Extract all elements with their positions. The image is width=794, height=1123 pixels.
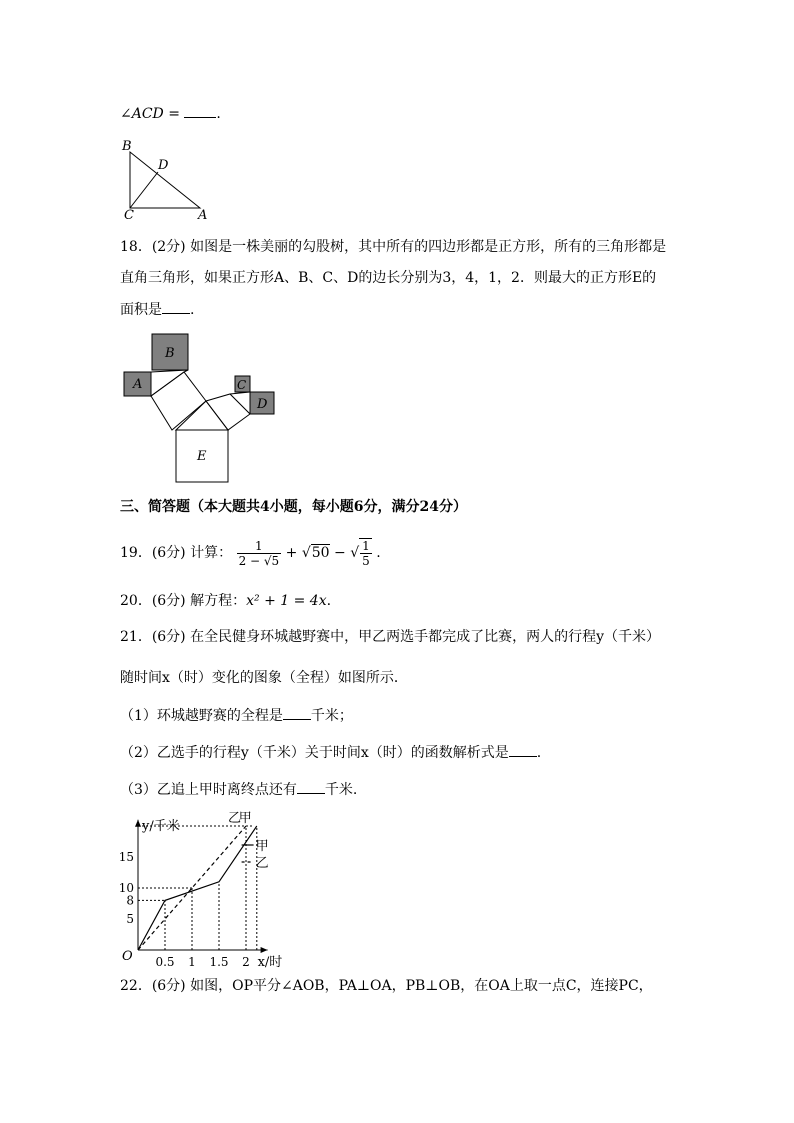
answer-blank [162, 299, 190, 314]
q18-line-3: 面积是 . [120, 299, 194, 320]
answer-blank [283, 705, 311, 720]
q21-sub-2: （2）乙选手的行程y（千米）关于时间x（时）的函数解析式是 . [120, 742, 541, 763]
label-b: B [122, 139, 132, 154]
y-tick-label: 8 [126, 893, 134, 908]
pythagoras-tree-figure [120, 330, 280, 486]
q17-answer-line: ∠ACD = . [120, 103, 221, 124]
q21-sub-1: （1）环城越野赛的全程是 千米； [120, 705, 353, 726]
y-axis-label: y/千米 [142, 818, 180, 834]
square-c-label: C [237, 378, 247, 392]
q18-line-1: 18．(2分) 如图是一株美丽的勾股树，其中所有的四边形都是正方形，所有的三角形都是 [120, 239, 667, 255]
distance-time-chart [110, 800, 320, 972]
y-tick-label: 15 [118, 850, 134, 864]
series-end-label: 甲 [238, 811, 252, 826]
label-c: C [124, 208, 134, 222]
series-end-label: 乙 [228, 811, 242, 826]
label-d: D [158, 158, 169, 173]
q20-line: 20．(6分) 解方程：x² + 1 = 4x. [120, 593, 332, 609]
answer-blank [297, 779, 325, 794]
fraction: $\frac{1}{2 - √5}$ [238, 538, 280, 568]
legend-label: 甲 [255, 839, 269, 854]
x-tick-label: 0.5 [155, 955, 175, 969]
q22-line-1: 22．(6分) 如图，OP平分∠AOB，PA⊥OA，PB⊥OB，在OA上取一点C，连接PC， [120, 978, 653, 994]
y-tick-label: 10 [118, 881, 134, 895]
section-3-heading: 三、简答题（本大题共4小题，每小题6分，满分24分） [120, 499, 467, 515]
square-b-label: B [165, 346, 175, 361]
y-tick-label: 5 [126, 912, 134, 926]
answer-blank [184, 103, 216, 118]
label-a: A [198, 208, 208, 222]
q21-line-2: 随时间x（时）变化的图象（全程）如图所示． [120, 670, 408, 686]
sqrt-fraction: $\frac{1}{5}$ [359, 538, 372, 568]
square-a-label: A [133, 377, 143, 392]
q21-sub-3: （3）乙追上甲时离终点还有 千米. [120, 779, 357, 800]
q19-line: 19．(6分) 计算： $\frac{1}{2 - √5}$ + √50 − √ $\frac{1}{5}$ . [120, 538, 381, 568]
triangle-figure [118, 138, 218, 222]
square-e-label: E [197, 449, 207, 464]
x-axis-arrow [261, 947, 268, 953]
origin-label: O [122, 949, 133, 964]
q18-line-2: 直角三角形，如果正方形A、B、C、D的边长分别为3，4，1，2．则最大的正方形E的 [120, 270, 657, 286]
q21-line-1: 21．(6分) 在全民健身环城越野赛中，甲乙两选手都完成了比赛，两人的行程y（千米） [120, 629, 661, 645]
answer-blank [509, 742, 537, 757]
x-tick-label: 1.5 [209, 955, 229, 969]
x-axis-label: x/时 [257, 955, 283, 970]
legend-label: 乙 [255, 856, 269, 871]
x-tick-label: 1 [188, 955, 196, 969]
x-tick-label: 2 [242, 955, 250, 969]
square-d-label: D [257, 397, 268, 412]
